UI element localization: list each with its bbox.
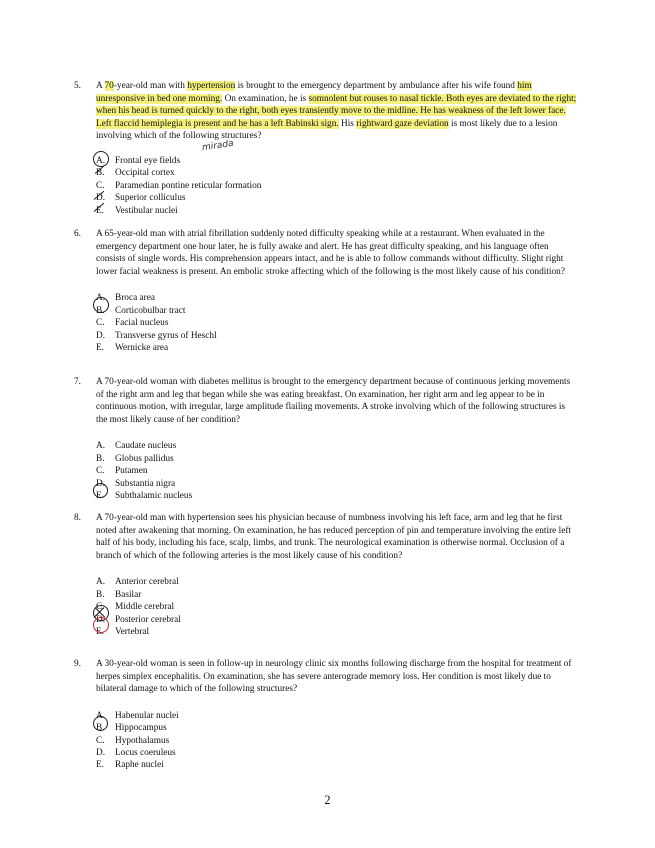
stem-text: is brought to the emergency department by ambulance after his wife found xyxy=(235,81,518,91)
question-9 xyxy=(74,658,578,772)
stem-text: A 65-year-old man with atrial fibrillation suddenly noted difficulty speaking while at a restaurant. When evaluated in the emergency department one hour later, he is fully awake and alert. He has great difficulty speaking, and his language often consists of single words. His comprehension appears intact, and he is able to follow commands without difficulty. Slight right lower facial weakness is present. An embolic stroke affecting which of the following is the most likely cause of his condition? xyxy=(96,229,565,277)
stem-text: -year-old man with xyxy=(113,81,188,91)
option-text: Caudate nucleus xyxy=(115,441,177,452)
answer-option xyxy=(96,330,578,342)
option-text: Hippocampus xyxy=(115,723,167,734)
question-stem xyxy=(96,658,578,696)
answer-option xyxy=(96,747,578,759)
option-letter: A. xyxy=(96,441,106,452)
highlighted-text: him unresponsive in bed one morning. xyxy=(96,81,532,104)
stem-text: A 30-year-old woman is seen in follow-up in neurology clinic six months following discharge from the hospital for treatment of herpes simplex encephalitis. On examination, she has severe anterograde memory loss. Her condition is most likely due to bilateral damage to which of the following structures? xyxy=(96,659,572,695)
option-text: Paramedian pontine reticular formation xyxy=(115,180,262,191)
answer-option xyxy=(96,342,578,354)
question-number: 8. xyxy=(74,513,81,523)
stem-text: A 70-year-old woman with diabetes mellitus is brought to the emergency department because of continuous jerking movements of the right arm and leg that began while she was eating breakfast. On examination, her right arm and leg appear to be in continuous motion, with irregular, large amplitude flailing movements. A stroke involving which of the following structures is the most likely cause of her condition? xyxy=(96,377,571,425)
answer-options xyxy=(96,440,578,502)
answer-option xyxy=(96,292,578,304)
option-text: Substantia nigra xyxy=(115,478,176,489)
stem-text: A xyxy=(96,81,105,91)
highlighted-text: somnolent but rouses to nasal tickle. Both eyes are deviated to the right; when his head is turned quickly to the right, both eyes transiently move to the midline. He has weakness of the left lower face. Left flaccid hemiplegia is present and he has a left Babinski sign. xyxy=(96,93,577,129)
answer-option xyxy=(96,453,578,465)
option-text: Transverse gyrus of Heschl xyxy=(115,330,217,341)
question-number: 5. xyxy=(74,81,81,91)
option-text: Facial nucleus xyxy=(115,318,169,329)
option-text: Middle cerebral xyxy=(115,602,175,613)
question-stem xyxy=(96,80,578,143)
option-text: Raphe nuclei xyxy=(115,760,164,771)
handwritten-note: mirada xyxy=(201,138,235,154)
option-letter: A. xyxy=(96,577,106,588)
stem-text: A 70-year-old man with hypertension sees his physician because of numbness involving his left face, arm and leg that he first noted after awakening that morning. On examination, he has reduced perception of pin and temperature involving the entire left half of his body, including his face, scalp, limbs, and trunk. The neurological examination is otherwise normal. Occlusion of a branch of which of the following arteries is the most likely cause of his condition? xyxy=(96,513,572,561)
highlighted-text: rightward gaze deviation xyxy=(356,118,449,129)
option-text: Broca area xyxy=(115,293,155,304)
question-number: 9. xyxy=(74,659,81,669)
option-letter: C. xyxy=(96,180,105,191)
question-5 xyxy=(74,80,578,217)
question-stem xyxy=(96,512,578,562)
answer-option xyxy=(96,192,578,204)
stem-text: His xyxy=(338,118,357,129)
answer-options xyxy=(96,710,578,772)
option-text: Putamen xyxy=(115,466,148,477)
highlighted-text: 70 xyxy=(104,81,114,91)
option-text: Vestibular nuclei xyxy=(115,205,178,216)
answer-option xyxy=(96,626,578,638)
answer-option xyxy=(96,155,578,167)
option-text: Anterior cerebral xyxy=(115,577,179,588)
answer-option xyxy=(96,735,578,747)
option-text: Subthalamic nucleus xyxy=(115,490,193,501)
option-text: Frontal eye fields xyxy=(115,155,181,166)
answer-option xyxy=(96,205,578,217)
option-letter: E. xyxy=(96,760,105,771)
option-letter: C. xyxy=(96,735,105,746)
answer-option xyxy=(96,589,578,601)
answer-option xyxy=(96,478,578,490)
option-letter: E. xyxy=(96,490,105,501)
stem-text: is most likely due to a lesion involving which of the following structures? xyxy=(96,118,558,142)
option-letter: D. xyxy=(96,747,106,758)
option-letter: E. xyxy=(96,626,105,637)
page-number: 2 xyxy=(324,793,331,807)
option-letter: A. xyxy=(96,710,106,721)
answer-option xyxy=(96,317,578,329)
answer-option xyxy=(96,465,578,477)
stem-text: On examination, he is xyxy=(222,93,309,104)
option-letter: B. xyxy=(96,168,105,179)
option-text: Wernicke area xyxy=(115,342,169,353)
answer-options xyxy=(96,155,578,217)
option-letter: B. xyxy=(96,589,105,600)
option-letter: A. xyxy=(96,155,106,166)
question-number: 6. xyxy=(74,229,81,239)
question-number: 7. xyxy=(74,377,81,387)
answer-option xyxy=(96,180,578,192)
option-letter: C. xyxy=(96,318,105,329)
option-letter: B. xyxy=(96,453,105,464)
option-text: Globus pallidus xyxy=(115,453,174,464)
answer-option xyxy=(96,440,578,452)
answer-option xyxy=(96,601,578,613)
question-8 xyxy=(74,512,578,638)
answer-option xyxy=(96,305,578,317)
question-stem xyxy=(96,228,578,278)
question-6 xyxy=(74,228,578,354)
answer-option xyxy=(96,722,578,734)
option-text: Superior colliculus xyxy=(115,193,186,204)
option-text: Occipital cortex xyxy=(115,168,175,179)
option-letter: D. xyxy=(96,614,106,625)
option-letter: D. xyxy=(96,478,106,489)
option-text: Habenular nuclei xyxy=(115,710,179,721)
question-stem xyxy=(96,376,578,426)
option-letter: D. xyxy=(96,330,106,341)
option-letter: D. xyxy=(96,193,106,204)
answer-option xyxy=(96,614,578,626)
highlighted-text: hypertension xyxy=(187,81,236,91)
option-letter: E. xyxy=(96,342,105,353)
answer-option xyxy=(96,490,578,502)
answer-options xyxy=(96,576,578,638)
option-letter: B. xyxy=(96,305,105,316)
option-text: Basilar xyxy=(115,589,142,600)
option-letter: C. xyxy=(96,466,105,477)
option-letter: B. xyxy=(96,723,105,734)
option-letter: A. xyxy=(96,293,106,304)
option-text: Hypothalamus xyxy=(115,735,170,746)
option-text: Vertebral xyxy=(115,626,150,637)
option-text: Corticobulbar tract xyxy=(115,305,186,316)
option-letter: C. xyxy=(96,602,105,613)
answer-options xyxy=(96,292,578,354)
question-7 xyxy=(74,376,578,502)
option-text: Posterior cerebral xyxy=(115,614,181,625)
answer-option xyxy=(96,710,578,722)
answer-option xyxy=(96,576,578,588)
option-letter: E. xyxy=(96,205,105,216)
option-text: Locus coeruleus xyxy=(115,747,176,758)
answer-option xyxy=(96,759,578,771)
answer-option xyxy=(96,167,578,179)
